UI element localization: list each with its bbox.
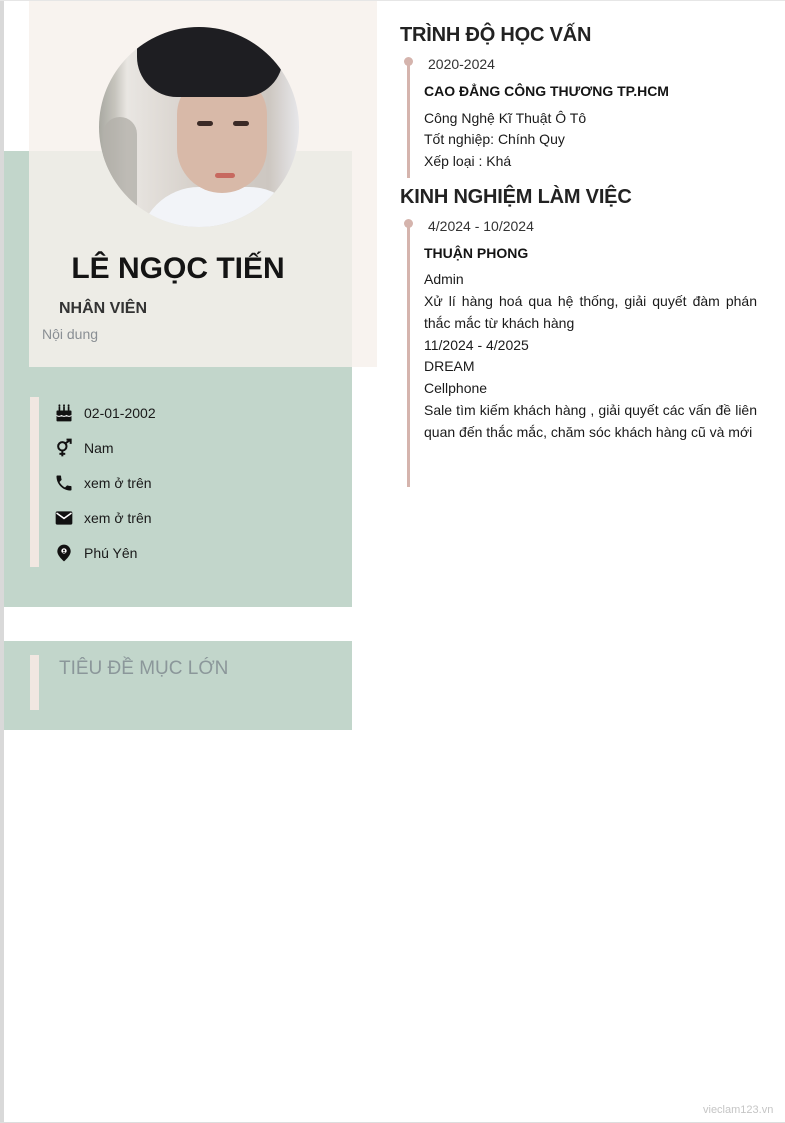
experience-title: KINH NGHIỆM LÀM VIỆC	[400, 186, 632, 208]
birthday-value: 02-01-2002	[84, 405, 156, 421]
experience-description-2: Sale tìm kiếm khách hàng , giải quyết các vấn đề liên quan đến thắc mắc, chăm sóc khách hàng cũ và mới	[424, 402, 757, 440]
experience-company-2: DREAM	[424, 358, 475, 374]
experience-date-2: 11/2024 - 4/2025	[424, 337, 529, 353]
sidebar-section2-background	[4, 641, 352, 730]
job-title: NHÂN VIÊN	[59, 300, 148, 317]
contact-gender	[53, 436, 114, 460]
section2-accent-bar	[30, 655, 39, 710]
phone-value: xem ở trên	[84, 475, 152, 491]
education-rank: Xếp loại : Khá	[424, 153, 512, 169]
education-title: TRÌNH ĐỘ HỌC VẤN	[400, 24, 592, 46]
contact-accent-bar	[30, 397, 39, 567]
job-content: Nội dung	[42, 326, 99, 342]
experience-date: 4/2024 - 10/2024	[428, 218, 534, 234]
location-value: Phú Yên	[84, 545, 138, 561]
education-major: Công Nghệ Kĩ Thuật Ô Tô	[424, 110, 587, 126]
experience-company: THUẬN PHONG	[424, 245, 529, 261]
email-icon	[53, 507, 75, 529]
email-value: xem ở trên	[84, 510, 152, 526]
profile-name: LÊ NGỌC TIẾN	[71, 252, 285, 285]
experience-role-2: Cellphone	[424, 380, 488, 396]
contact-location	[53, 541, 137, 565]
section2-title: TIÊU ĐỀ MỤC LỚN	[59, 658, 229, 679]
contact-email	[53, 506, 152, 530]
avatar	[99, 27, 299, 227]
contact-birthday	[53, 401, 156, 425]
experience-description: Xử lí hàng hoá qua hệ thống, giải quyết đàm phán thắc mắc từ khách hàng	[424, 293, 757, 331]
birthday-cake-icon	[53, 402, 75, 424]
gender-value: Nam	[84, 440, 114, 456]
experience-role: Admin	[424, 271, 464, 287]
watermark: vieclam123.vn	[703, 1104, 774, 1116]
education-school: CAO ĐẲNG CÔNG THƯƠNG TP.HCM	[424, 83, 669, 99]
education-graduation: Tốt nghiệp: Chính Quy	[424, 131, 565, 147]
gender-icon	[53, 437, 75, 459]
education-date: 2020-2024	[428, 56, 495, 72]
education-timeline-line	[407, 62, 410, 178]
experience-timeline-line	[407, 224, 410, 487]
contact-phone	[53, 471, 152, 495]
phone-icon	[53, 472, 75, 494]
location-pin-icon	[53, 542, 75, 564]
